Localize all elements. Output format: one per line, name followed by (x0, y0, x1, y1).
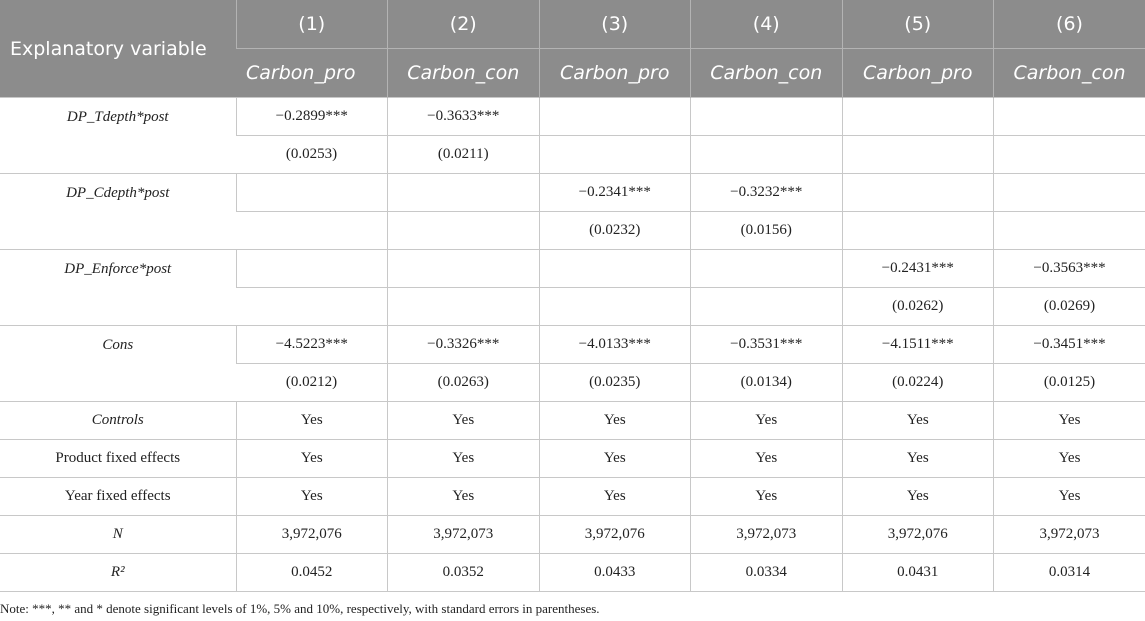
se-cell: (0.0235) (539, 364, 691, 402)
row-label: N (0, 516, 236, 554)
row-label: Controls (0, 402, 236, 440)
coef-cell: −4.5223*** (236, 326, 388, 364)
dependent-variable: Carbon_pro (842, 49, 994, 98)
dependent-variable: Carbon_pro (539, 49, 691, 98)
se-cell: (0.0262) (842, 288, 994, 326)
value-cell: 0.0334 (691, 554, 843, 592)
dependent-variable: Carbon_pro (236, 49, 388, 98)
value-cell: 3,972,073 (691, 516, 843, 554)
row-label: Year fixed effects (0, 478, 236, 516)
value-cell: Yes (388, 478, 540, 516)
column-number: (3) (539, 0, 691, 49)
coef-cell: −0.3451*** (994, 326, 1145, 364)
value-cell: Yes (539, 478, 691, 516)
dependent-variable: Carbon_con (994, 49, 1145, 98)
table-row-cons-coef (0, 326, 1145, 364)
value-cell: Yes (539, 440, 691, 478)
se-cell: (0.0232) (539, 212, 691, 250)
se-cell (539, 288, 691, 326)
value-cell: Yes (236, 478, 388, 516)
value-cell: 0.0452 (236, 554, 388, 592)
coef-cell: −0.2341*** (539, 174, 691, 212)
column-number: (6) (994, 0, 1145, 49)
coef-cell (236, 250, 388, 288)
value-cell: Yes (388, 402, 540, 440)
value-cell: 0.0352 (388, 554, 540, 592)
value-cell: 0.0314 (994, 554, 1145, 592)
se-cell: (0.0134) (691, 364, 843, 402)
se-cell (994, 212, 1145, 250)
dependent-variable: Carbon_con (388, 49, 540, 98)
row-label-header: Explanatory variable (0, 0, 236, 98)
se-cell (236, 288, 388, 326)
table-note: Note: ***, ** and * denote significant levels of 1%, 5% and 10%, respectively, with standard errors in parentheses. (0, 601, 600, 616)
se-cell (691, 136, 843, 174)
se-cell: (0.0253) (236, 136, 388, 174)
row-label: Cons (0, 326, 236, 402)
value-cell: Yes (539, 402, 691, 440)
table-row-controls (0, 402, 1145, 440)
se-cell: (0.0211) (388, 136, 540, 174)
value-cell: 3,972,073 (994, 516, 1145, 554)
coef-cell (994, 98, 1145, 136)
se-cell (842, 212, 994, 250)
coef-cell: −0.3326*** (388, 326, 540, 364)
se-cell: (0.0224) (842, 364, 994, 402)
se-cell (236, 212, 388, 250)
value-cell: 0.0431 (842, 554, 994, 592)
row-label: Product fixed effects (0, 440, 236, 478)
row-label: R² (0, 554, 236, 592)
value-cell: Yes (842, 440, 994, 478)
value-cell: Yes (691, 402, 843, 440)
value-cell: 0.0433 (539, 554, 691, 592)
value-cell: Yes (994, 440, 1145, 478)
value-cell: Yes (691, 440, 843, 478)
value-cell: 3,972,076 (236, 516, 388, 554)
se-cell: (0.0156) (691, 212, 843, 250)
coef-cell (842, 174, 994, 212)
coef-cell (691, 98, 843, 136)
value-cell: Yes (691, 478, 843, 516)
value-cell: Yes (236, 440, 388, 478)
coef-cell: −4.1511*** (842, 326, 994, 364)
header-row-numbers (0, 0, 1145, 49)
dependent-variable: Carbon_con (691, 49, 843, 98)
value-cell: 3,972,076 (842, 516, 994, 554)
column-number: (1) (236, 0, 388, 49)
table-row-r2 (0, 554, 1145, 592)
coef-cell (539, 98, 691, 136)
table-row-enforce-coef (0, 250, 1145, 288)
coef-cell (539, 250, 691, 288)
value-cell: Yes (388, 440, 540, 478)
value-cell: Yes (994, 402, 1145, 440)
se-cell (388, 212, 540, 250)
table-row-tdepth-coef (0, 98, 1145, 136)
se-cell: (0.0212) (236, 364, 388, 402)
column-number: (5) (842, 0, 994, 49)
value-cell: Yes (842, 402, 994, 440)
se-cell (994, 136, 1145, 174)
coef-cell (994, 174, 1145, 212)
row-label: DP_Cdepth*post (0, 174, 236, 250)
column-number: (2) (388, 0, 540, 49)
table-row-product-fe (0, 440, 1145, 478)
coef-cell (691, 250, 843, 288)
value-cell: Yes (842, 478, 994, 516)
coef-cell: −0.3531*** (691, 326, 843, 364)
se-cell (842, 136, 994, 174)
column-number: (4) (691, 0, 843, 49)
coef-cell (842, 98, 994, 136)
row-label: DP_Tdepth*post (0, 98, 236, 174)
table-row-n (0, 516, 1145, 554)
coef-cell: −0.3633*** (388, 98, 540, 136)
se-cell (388, 288, 540, 326)
value-cell: Yes (236, 402, 388, 440)
value-cell: 3,972,076 (539, 516, 691, 554)
coef-cell (388, 174, 540, 212)
coef-cell (388, 250, 540, 288)
coef-cell: −0.2899*** (236, 98, 388, 136)
coef-cell (236, 174, 388, 212)
se-cell: (0.0125) (994, 364, 1145, 402)
table-row-cdepth-coef (0, 174, 1145, 212)
se-cell (539, 136, 691, 174)
coef-cell: −0.2431*** (842, 250, 994, 288)
coef-cell: −4.0133*** (539, 326, 691, 364)
table-row-year-fe (0, 478, 1145, 516)
coef-cell: −0.3563*** (994, 250, 1145, 288)
value-cell: 3,972,073 (388, 516, 540, 554)
se-cell: (0.0269) (994, 288, 1145, 326)
value-cell: Yes (994, 478, 1145, 516)
coef-cell: −0.3232*** (691, 174, 843, 212)
se-cell (691, 288, 843, 326)
se-cell: (0.0263) (388, 364, 540, 402)
row-label: DP_Enforce*post (0, 250, 236, 326)
